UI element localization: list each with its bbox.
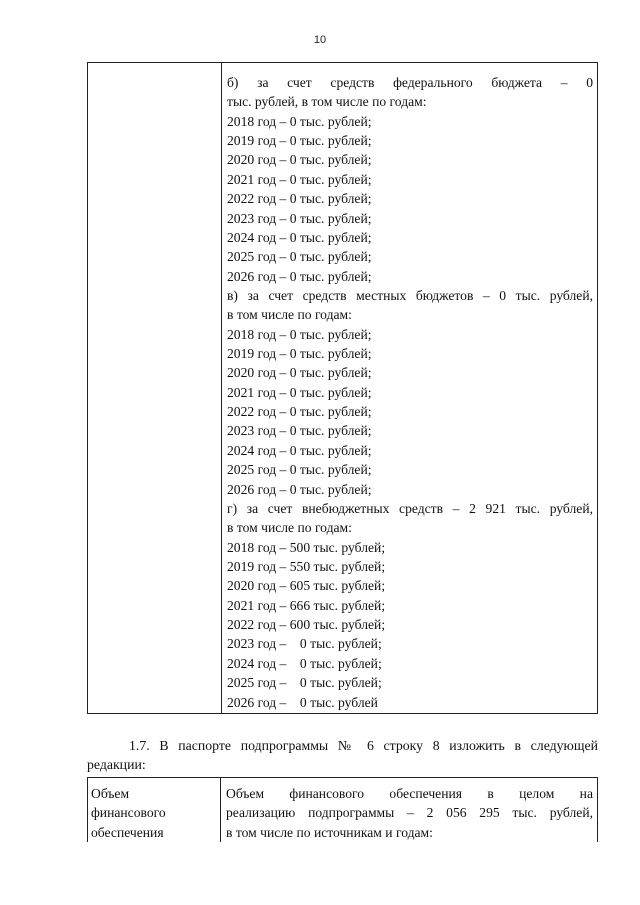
funding-line: 2022 год – 0 тыс. рублей; <box>227 404 372 420</box>
funding-line: 2024 год – 0 тыс. рублей; <box>227 229 372 245</box>
subprogram-table <box>87 777 598 842</box>
funding-line: в том числе по годам: <box>227 520 352 536</box>
funding-line: 2026 год – 0 тыс. рублей <box>227 694 378 710</box>
funding-table-right-cell <box>222 63 597 713</box>
funding-table-left-cell <box>88 63 222 713</box>
subprogram-table-right-cell <box>221 778 597 842</box>
funding-line: 2022 год – 0 тыс. рублей; <box>227 191 372 207</box>
funding-line: 2019 год – 0 тыс. рублей; <box>227 133 372 149</box>
funding-line: 2020 год – 605 тыс. рублей; <box>227 578 386 594</box>
funding-line: 2023 год – 0 тыс. рублей; <box>227 423 372 439</box>
funding-line: 2023 год – 0 тыс. рублей; <box>227 636 382 652</box>
funding-line: 2019 год – 550 тыс. рублей; <box>227 558 386 574</box>
funding-line: 2018 год – 0 тыс. рублей; <box>227 326 372 342</box>
funding-line: 2026 год – 0 тыс. рублей; <box>227 481 372 497</box>
funding-line: б) за счет средств федерального бюджета – 0 <box>227 75 593 90</box>
page-number: 10 <box>313 34 327 46</box>
subprogram-table-left-cell <box>88 778 221 842</box>
funding-line: 2021 год – 0 тыс. рублей; <box>227 171 372 187</box>
funding-line: 2020 год – 0 тыс. рублей; <box>227 152 372 168</box>
funding-table <box>87 62 598 714</box>
funding-line: 2022 год – 600 тыс. рублей; <box>227 617 386 633</box>
funding-line: 2025 год – 0 тыс. рублей; <box>227 249 372 265</box>
funding-line: тыс. рублей, в том числе по годам: <box>227 94 427 110</box>
funding-line: 2018 год – 500 тыс. рублей; <box>227 539 386 555</box>
funding-line: 2026 год – 0 тыс. рублей; <box>227 268 372 284</box>
funding-line: в) за счет средств местных бюджетов – 0 тыс. рублей, <box>227 287 593 303</box>
funding-line: 2025 год – 0 тыс. рублей; <box>227 675 382 691</box>
funding-line: 2018 год – 0 тыс. рублей; <box>227 113 372 129</box>
funding-line: 2024 год – 0 тыс. рублей; <box>227 442 372 458</box>
row-value-line: Объем финансового обеспечения в целом на <box>226 786 593 801</box>
funding-line: г) за счет внебюджетных средств – 2 921 тыс. рублей, <box>227 500 593 516</box>
row-label-line: финансового <box>91 805 166 821</box>
row-value-line: реализацию подпрограммы – 2 056 295 тыс. рублей, <box>226 805 593 821</box>
row-value-line: в том числе по источникам и годам: <box>226 824 433 840</box>
amendment-line-2: редакции: <box>87 757 146 772</box>
funding-line: 2021 год – 0 тыс. рублей; <box>227 384 372 400</box>
funding-line: 2024 год – 0 тыс. рублей; <box>227 655 382 671</box>
row-label-line: Объем <box>91 786 130 801</box>
funding-line: 2023 год – 0 тыс. рублей; <box>227 210 372 226</box>
funding-line: 2025 год – 0 тыс. рублей; <box>227 462 372 478</box>
amendment-line-1: 1.7. В паспорте подпрограммы № 6 строку 8 изложить в следующей <box>129 738 598 753</box>
amendment-paragraph <box>87 736 598 774</box>
funding-line: 2020 год – 0 тыс. рублей; <box>227 365 372 381</box>
row-label-line: обеспечения <box>91 824 164 840</box>
funding-line: 2021 год – 666 тыс. рублей; <box>227 597 386 613</box>
funding-line: 2019 год – 0 тыс. рублей; <box>227 346 372 362</box>
funding-line: в том числе по годам: <box>227 307 352 323</box>
